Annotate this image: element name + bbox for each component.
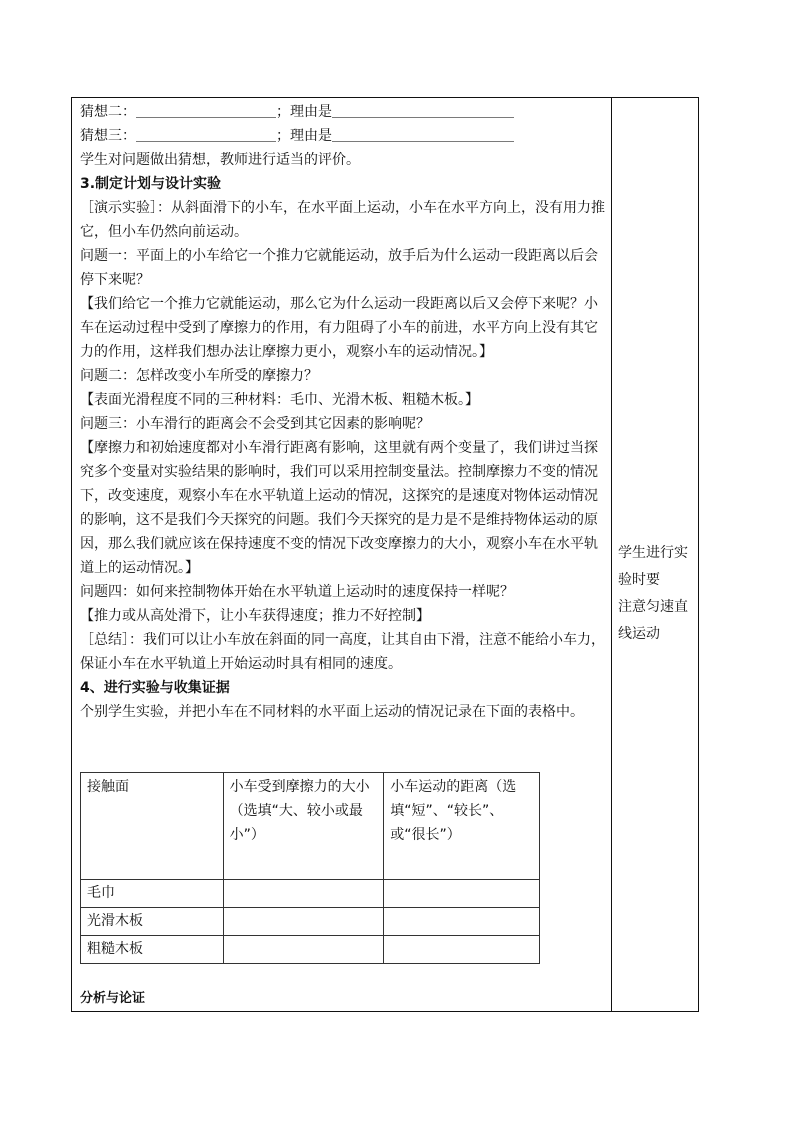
guess-two: 猜想二：＿＿＿＿＿＿＿＿＿＿；理由是＿＿＿＿＿＿＿＿＿＿＿＿＿ [80,104,514,120]
text-line: 因，那么我们就应该在保持速度不变的情况下改变摩擦力的大小，观察小车在水平轨 [80,536,598,552]
header-distance: 小车运动的距离（选填“短”、“较长”、或“很长”） [384,773,540,880]
text-line: 【我们给它一个推力它就能运动，那么它为什么运动一段距离以后又会停下来呢？小 [80,296,598,312]
question-two: 问题二：怎样改变小车所受的摩擦力？ [80,368,318,384]
table-row [81,908,540,936]
text-line: 【摩擦力和初始速度都对小车滑行距离有影响，这里就有两个变量了，我们讲过当探 [80,440,598,456]
text-line: 个别学生实验，并把小车在不同材料的水平面上运动的情况记录在下面的表格中。 [80,704,584,720]
text-line: 保证小车在水平轨道上开始运动时具有相同的速度。 [80,656,402,672]
section-heading-4: 4、进行实验与收集证据 [80,680,230,696]
table-cell-empty[interactable] [384,908,540,936]
lesson-content [80,100,610,724]
row-label-towel: 毛巾 [81,880,224,908]
table-cell-empty[interactable] [223,936,384,964]
table-cell-empty[interactable] [223,880,384,908]
table-cell-empty[interactable] [384,936,540,964]
text-line: ［演示实验］：从斜面滑下的小车，在水平面上运动，小车在水平方向上，没有用力推 [80,200,605,216]
question-four: 问题四：如何来控制物体开始在水平轨道上运动时的速度保持一样呢？ [80,584,514,600]
table-header-row [81,773,540,880]
side-note-line: 验时要 [618,572,660,588]
summary-line: ［总结］：我们可以让小车放在斜面的同一高度，让其自由下滑，注意不能给小车力， [80,632,605,648]
question-one: 问题一：平面上的小车给它一个推力它就能运动，放手后为什么运动一段距离以后会 [80,248,598,264]
side-note-line: 学生进行实 [618,545,688,561]
section-heading-3: 3.制定计划与设计实验 [80,176,222,192]
text-line: 停下来呢？ [80,272,150,288]
text-line: 学生对问题做出猜想，教师进行适当的评价。 [80,152,360,168]
text-line: 究多个变量对实验结果的影响时，我们可以采用控制变量法。控制摩擦力不变的情况 [80,464,598,480]
analysis-heading: 分析与论证 [80,991,146,1006]
guess-three: 猜想三：＿＿＿＿＿＿＿＿＿＿；理由是＿＿＿＿＿＿＿＿＿＿＿＿＿ [80,128,514,144]
row-label-smooth-board: 光滑木板 [81,908,224,936]
header-friction: 小车受到摩擦力的大小（选填“大、较小或最小”） [223,773,384,880]
table-row [81,936,540,964]
text-line: 力的作用，这样我们想办法让摩擦力更小，观察小车的运动情况。】 [80,344,493,360]
question-three: 问题三：小车滑行的距离会不会受到其它因素的影响呢？ [80,416,430,432]
text-line: 【表面光滑程度不同的三种材料：毛巾、光滑木板、粗糙木板。】 [80,392,479,408]
text-line: 下，改变速度，观察小车在水平轨道上运动的情况，这探究的是速度对物体运动情况 [80,488,598,504]
row-label-rough-board: 粗糙木板 [81,936,224,964]
text-line: 的影响，这不是我们今天探究的问题。我们今天探究的是力是不是维持物体运动的原 [80,512,598,528]
text-line: 道上的运动情况。】 [80,560,199,576]
side-note-line: 线运动 [618,626,660,642]
experiment-record-table [80,772,540,964]
text-line: 车在运动过程中受到了摩擦力的作用，有力阻碍了小车的前进，水平方向上没有其它 [80,320,598,336]
text-line: 【推力或从高处滑下，让小车获得速度；推力不好控制】 [80,608,430,624]
column-divider [611,97,612,1012]
text-line: 它，但小车仍然向前运动。 [80,224,248,240]
table-cell-empty[interactable] [384,880,540,908]
table-cell-empty[interactable] [223,908,384,936]
table-row [81,880,540,908]
header-surface: 接触面 [81,773,224,880]
side-note [618,540,698,648]
side-note-line: 注意匀速直 [618,599,688,615]
